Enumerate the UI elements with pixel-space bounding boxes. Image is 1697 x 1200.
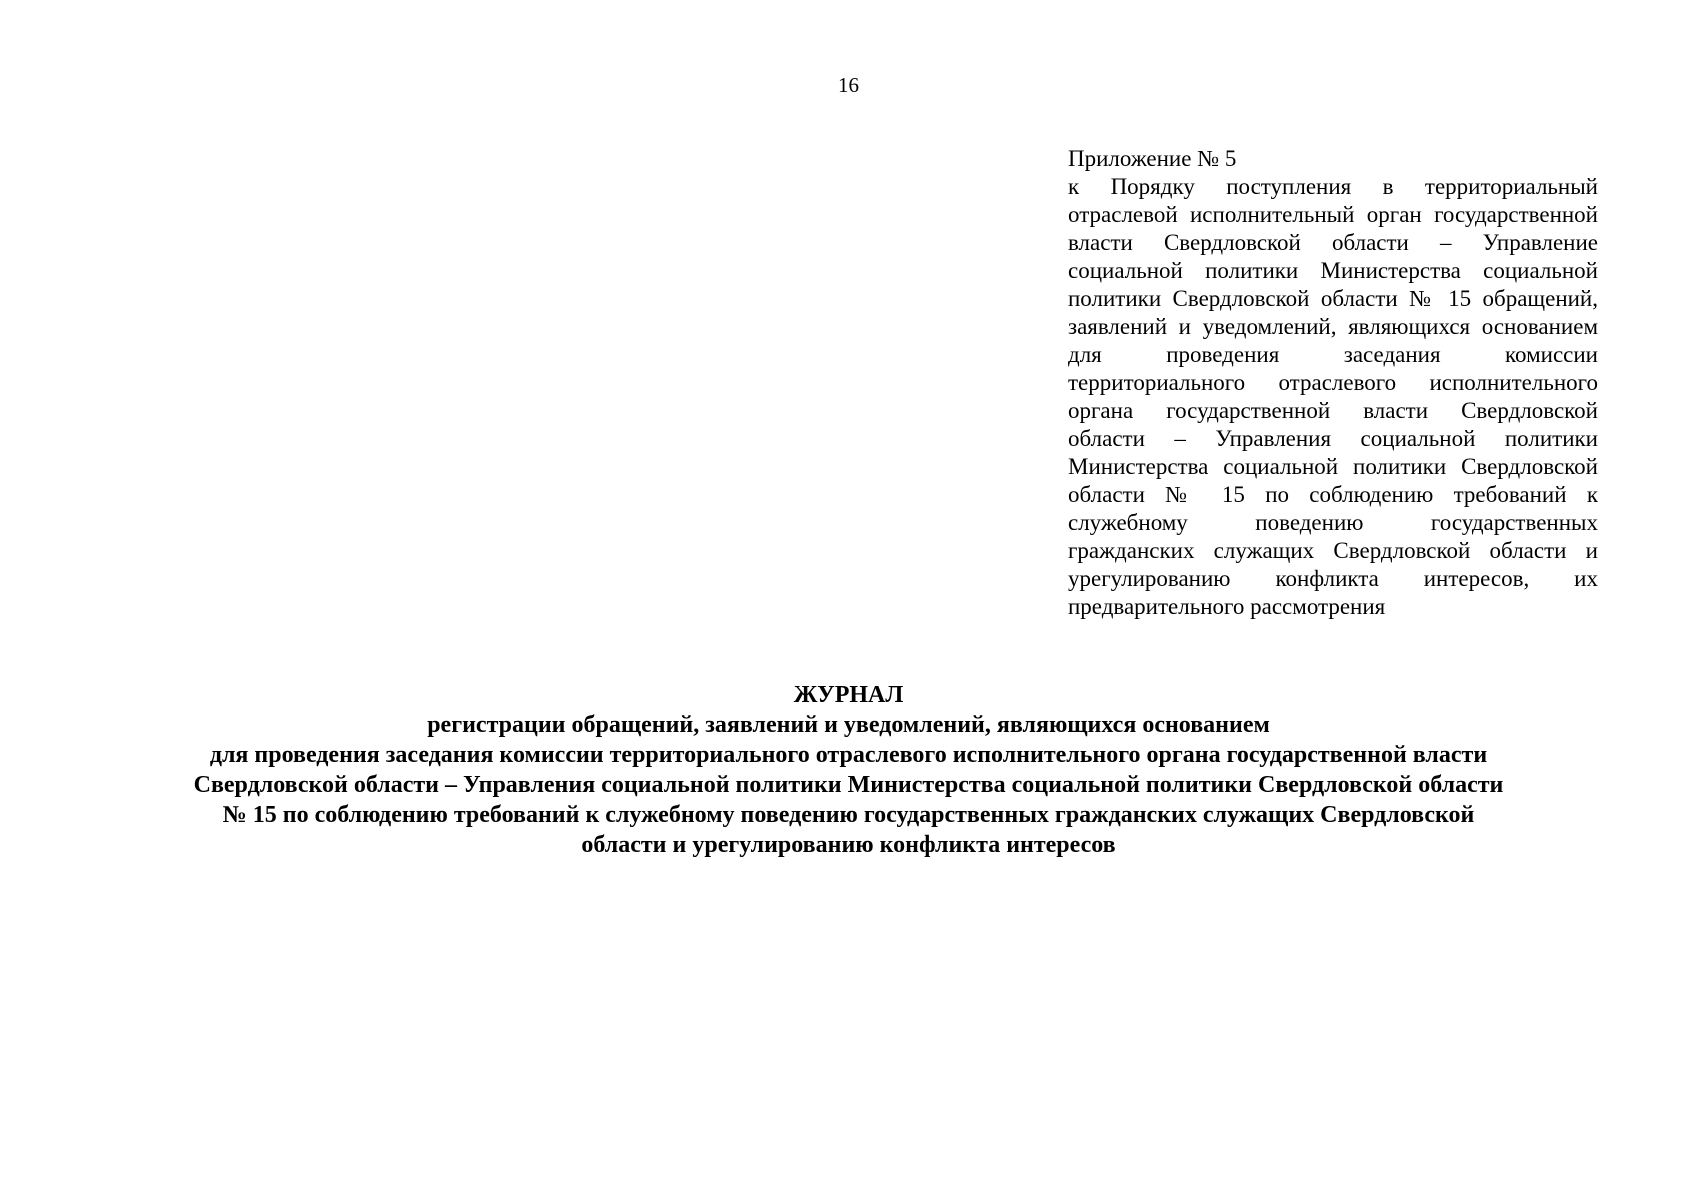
journal-subtitle-line: области и урегулированию конфликта интересов [581, 832, 1116, 858]
journal-heading: ЖУРНАЛ [793, 682, 904, 708]
journal-subtitle-line: Свердловской области – Управления социальной политики Министерства социальной политики Свердловской области [193, 772, 1504, 798]
page-number: 16 [838, 73, 859, 97]
journal-title-block [100, 680, 1597, 860]
appendix-title: Приложение № 5 [1068, 146, 1237, 171]
appendix-text: к Порядку поступления в территориальный отраслевой исполнительный орган государственной власти Свердловской области – Управление социальной политики Министерства социальной политики Свердловской области № 15 обращений, заявлений и уведомлений, являющихся основанием для проведения заседания комиссии территориального отраслевого исполнительного органа государственной власти Свердловской области – Управления социальной политики Министерства социальной политики Свердловской области № 15 по соблюдению требований к служебному поведению государственных гражданских служащих Свердловской области и урегулированию конфликта интересов, их предварительного рассмотрения [1068, 174, 1598, 619]
journal-subtitle-line: № 15 по соблюдению требований к служебному поведению государственных гражданских служащих Свердловской [222, 802, 1475, 828]
journal-subtitle-line: регистрации обращений, заявлений и уведомлений, являющихся основанием [427, 712, 1270, 738]
appendix-block [1068, 145, 1598, 621]
journal-subtitle-line: для проведения заседания комиссии территориального отраслевого исполнительного органа государственной власти [209, 742, 1488, 768]
